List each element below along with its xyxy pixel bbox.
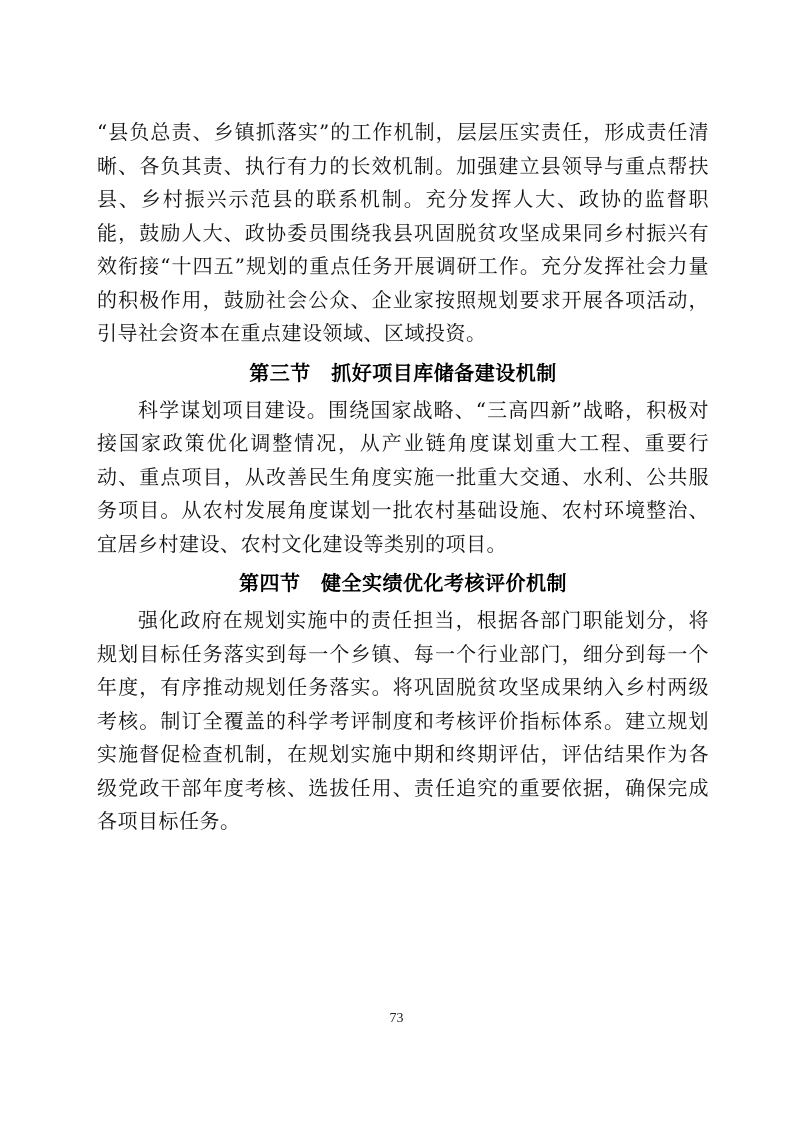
document-body — [97, 116, 709, 839]
paragraph-mechanism-intro: “县负总责、乡镇抓落实”的工作机制，层层压实责任，形成责任清晰、各负其责、执行有力的长效机制。加强建立县领导与重点帮扶县、乡村振兴示范县的联系机制。充分发挥人大、政协的监督职能，鼓励人大、政协委员围绕我县巩固脱贫攻坚成果同乡村振兴有效衔接“十四五”规划的重点任务开展调研工作。充分发挥社会力量的积极作用，鼓励社会公众、企业家按照规划要求开展各项活动，引导社会资本在重点建设领域、区域投资。 — [97, 120, 709, 345]
paragraph-assessment-mechanism: 强化政府在规划实施中的责任担当，根据各部门职能划分，将规划目标任务落实到每一个乡镇、每一个行业部门，细分到每一个年度，有序推动规划任务落实。将巩固脱贫攻坚成果纳入乡村两级考核。制订全覆盖的科学考评制度和考核评价指标体系。建立规划实施督促检查机制，在规划实施中期和终期评估，评估结果作为各级党政干部年度考核、选拔任用、责任追究的重要依据，确保完成各项目标任务。 — [97, 608, 709, 833]
page-number: 73 — [389, 1011, 404, 1026]
section-heading-3: 第三节 抓好项目库储备建设机制 — [249, 360, 557, 385]
section-heading-4: 第四节 健全实绩优化考核评价机制 — [239, 571, 567, 595]
paragraph-project-planning: 科学谋划项目建设。围绕国家战略、“三高四新”战略，积极对接国家政策优化调整情况，从产业链角度谋划重大工程、重要行动、重点项目，从改善民生角度实施一批重大交通、水利、公共服务项目。从农村发展角度谋划一批农村基础设施、农村环境整治、宜居乡村建设、农村文化建设等类别的项目。 — [97, 397, 709, 556]
